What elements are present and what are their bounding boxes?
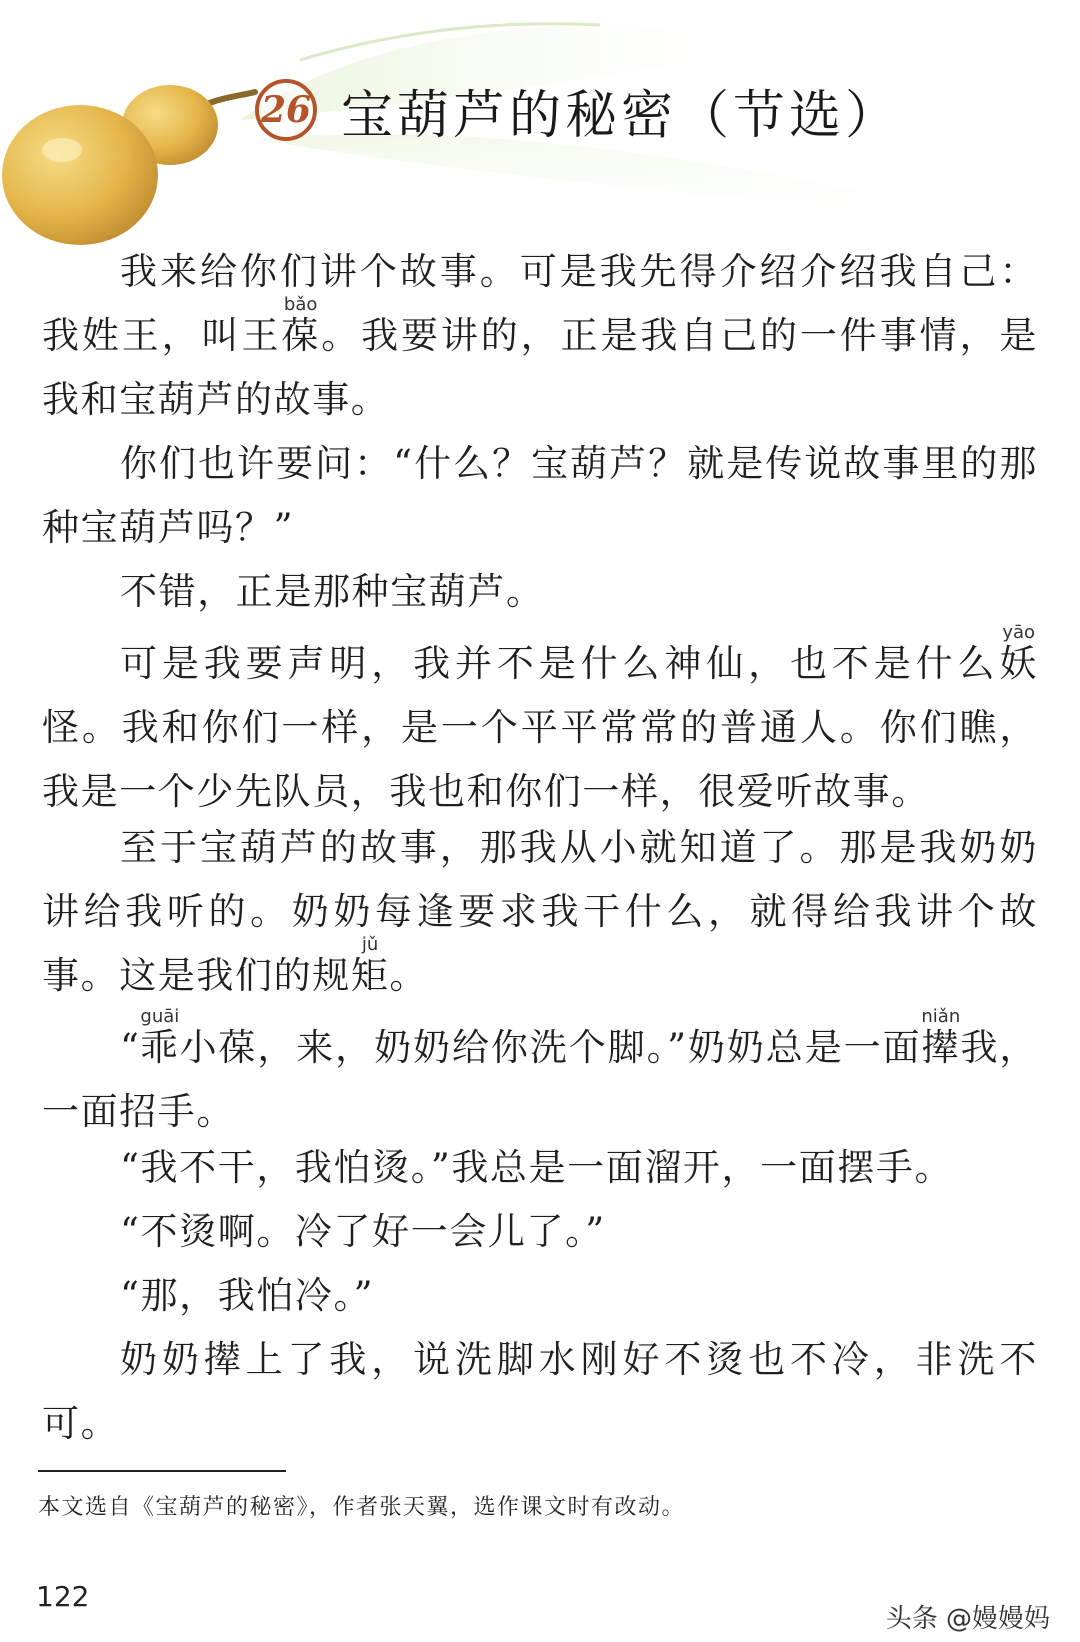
ruby-nian: 撵niǎn [921, 1006, 961, 1069]
page-number: 122 [36, 1580, 90, 1613]
footnote-divider [38, 1470, 286, 1472]
lesson-header [255, 70, 901, 150]
paragraph-3: 不错，正是那种宝葫芦。 [120, 570, 545, 613]
pinyin-guai: guāi [140, 1006, 180, 1027]
ruby-bao: 葆bǎo [281, 294, 322, 357]
lesson-number-badge: 26 [255, 79, 317, 141]
pinyin-ju: jǔ [350, 934, 390, 955]
paragraph-7: “我不干，我怕烫。”我总是一面溜开，一面摆手。 [120, 1146, 954, 1189]
paragraph-8: “不烫啊。冷了好一会儿了。” [120, 1210, 606, 1253]
lesson-title: 宝葫芦的秘密（节选） [341, 85, 902, 146]
watermark: 头条 @嫚嫚妈 [885, 1604, 1050, 1634]
pinyin-nian: niǎn [921, 1006, 961, 1027]
paragraph-10: 奶奶撵上了我，说洗脚水刚好不烫也不冷，非洗不可。 [42, 1338, 1038, 1445]
paragraph-5: 至于宝葫芦的故事，那我从小就知道了。那是我奶奶讲给我听的。奶奶每逢要求我干什么，就得给我讲个故事。这是我们的规矩jǔ。 [42, 826, 1038, 997]
paragraph-2: 你们也许要问：“什么？宝葫芦？就是传说故事里的那种宝葫芦吗？” [42, 442, 1038, 549]
paragraph-1: 我来给你们讲个故事。可是我先得介绍介绍我自己：我姓王，叫王葆bǎo。我要讲的，正是我自己的一件事情，是我和宝葫芦的故事。 [42, 250, 1038, 421]
pinyin-yao: yāo [999, 622, 1038, 643]
ruby-ju: 矩jǔ [350, 934, 390, 997]
ruby-guai: 乖guāi [140, 1006, 180, 1069]
ruby-yao: 妖yāo [999, 622, 1038, 685]
paragraph-6: “乖guāi小葆，来，奶奶给你洗个脚。”奶奶总是一面撵niǎn我，一面招手。 [42, 1006, 1038, 1133]
gourd-illustration [0, 70, 260, 250]
pinyin-bao: bǎo [281, 294, 320, 315]
paragraph-9: “那，我怕冷。” [120, 1274, 375, 1317]
paragraph-4: 可是我要声明，我并不是什么神仙，也不是什么妖yāo怪。我和你们一样，是一个平平常常的普通人。你们瞧，我是一个少先队员，我也和你们一样，很爱听故事。 [42, 622, 1038, 813]
footnote: 本文选自《宝葫芦的秘密》，作者张天翼，选作课文时有改动。 [38, 1495, 686, 1520]
